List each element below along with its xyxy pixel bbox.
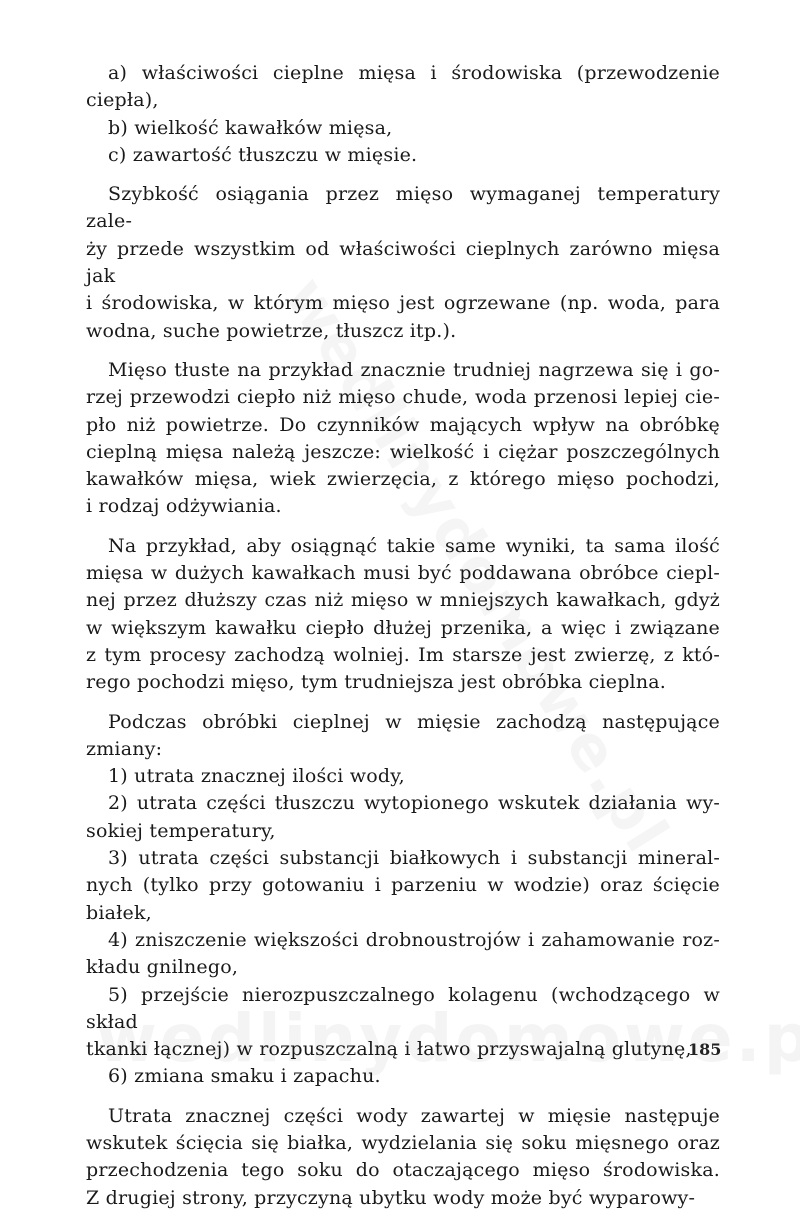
text-line: z tym procesy zachodzą wolniej. Im starsze jest zwierzę, z któ-: [86, 643, 720, 666]
text-line: w większym kawałku ciepło dłużej przenika, a więc i związane: [86, 616, 720, 639]
text-line: kawałków mięsa, wiek zwierzęcia, z którego mięso pochodzi,: [86, 468, 720, 491]
text-line: Utrata znacznej części wody zawartej w mięsie następuje: [108, 1104, 720, 1127]
paragraph: [86, 927, 720, 982]
text-line: mięsa w dużych kawałkach musi być poddawana obróbce ciepl-: [86, 562, 720, 585]
text-line: b) wielkość kawałków mięsa,: [108, 116, 393, 139]
text-line: i rodzaj odżywiania.: [86, 495, 282, 518]
text-line: c) zawartość tłuszczu w mięsie.: [108, 143, 418, 166]
text-line: wskutek ścięcia się białka, wydzielania się soku mięsnego oraz: [86, 1131, 720, 1154]
paragraph: [86, 115, 720, 142]
paragraph: [86, 533, 720, 697]
text-line: ciepła),: [86, 89, 159, 112]
text-line: rzej przewodzi ciepło niż mięso chude, woda przenosi lepiej cie-: [86, 386, 720, 409]
text-line: i środowiska, w którym mięso jest ogrzewane (np. woda, para: [86, 292, 720, 315]
text-line: 5) przejście nierozpuszczalnego kolagenu (wchodzącego w skład: [86, 983, 720, 1033]
text-line: Szybkość osiągania przez mięso wymaganej temperatury zale-: [86, 183, 720, 233]
text-line: rego pochodzi mięso, tym trudniejsza jest obróbka cieplna.: [86, 671, 667, 694]
text-line: kładu gnilnego,: [86, 956, 239, 979]
text-line: zmiany:: [86, 737, 163, 760]
text-line: 4) zniszczenie większości drobnoustrojów i zahamowanie roz-: [108, 928, 720, 951]
page-number: 185: [688, 1040, 722, 1059]
text-line: Podczas obróbki cieplnej w mięsie zachodzą następujące: [108, 710, 720, 733]
text-line: pło niż powietrze. Do czynników mających wpływ na obróbkę: [86, 413, 720, 436]
text-line: Na przykład, aby osiągnąć takie same wyniki, ta sama ilość: [108, 534, 720, 557]
text-line: 3) utrata części substancji białkowych i substancji mineral-: [108, 847, 720, 870]
text-line: tkanki łącznej) w rozpuszczalną i łatwo przyswajalną glutynę,: [86, 1038, 692, 1061]
text-line: Mięso tłuste na przykład znacznie trudniej nagrzewa się i go-: [108, 358, 720, 381]
paragraph: [86, 181, 720, 345]
text-line: 2) utrata części tłuszczu wytopionego wskutek działania wy-: [108, 792, 720, 815]
text-line: 6) zmiana smaku i zapachu.: [108, 1065, 381, 1088]
text-line: sokiej temperatury,: [86, 819, 276, 842]
watermark-bottom: [96, 1000, 716, 1077]
paragraph: [86, 142, 720, 169]
text-line: a) właściwości cieplne mięsa i środowiska (przewodzenie: [108, 62, 720, 84]
text-line: przechodzenia tego soku do otaczającego mięso środowiska.: [86, 1159, 720, 1182]
text-line: wodna, suche powietrze, tłuszcz itp.).: [86, 319, 457, 342]
paragraph: [86, 60, 720, 115]
text-line: białek,: [86, 901, 152, 924]
text-line: cieplną mięsa należą jeszcze: wielkość i ciężar poszczególnych: [86, 440, 720, 463]
text-line: 1) utrata znacznej ilości wody,: [108, 765, 405, 788]
text-line: Z drugiej strony, przyczyną ubytku wody może być wyparowy-: [86, 1186, 696, 1209]
text-line: ży przede wszystkim od właściwości cieplnych zarówno mięsa jak: [86, 237, 720, 288]
text-line: nej przez dłuższy czas niż mięso w mniejszych kawałkach, gdyż: [86, 589, 720, 612]
text-line: nych (tylko przy gotowaniu i parzeniu w wodzie) oraz ścięcie: [86, 874, 720, 897]
paragraph: [86, 1103, 720, 1212]
